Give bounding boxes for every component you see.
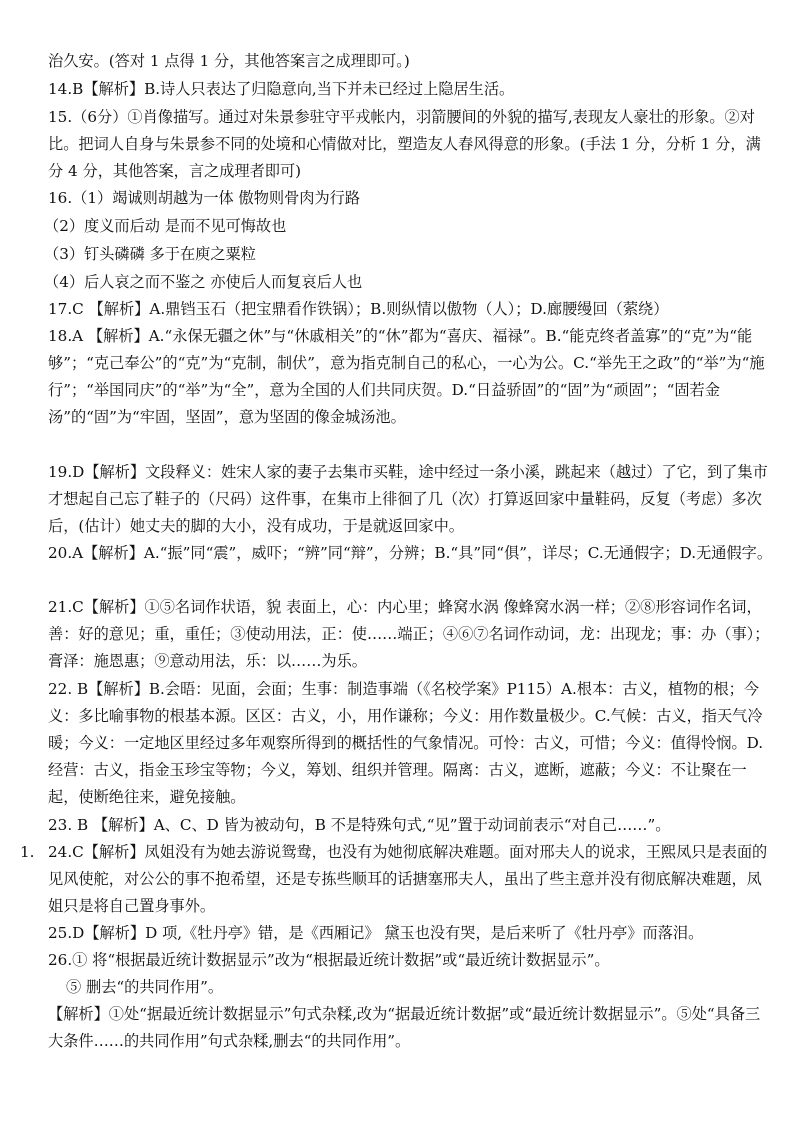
line-continuation: 治久安。(答对 1 点得 1 分，其他答案言之成理即可。) <box>48 52 410 70</box>
answer-26-analysis: 【解析】①处“据最近统计数据显示”句式杂糅,改为“据最近统计数据”或“最近统计数据显示”。⑤处“具备三大条件……的共同作用”句式杂糅,删去“的共同作用”。 <box>48 1005 761 1050</box>
answer-26-1: 26.① 将“根据最近统计数据显示”改为“根据最近统计数据”或“最近统计数据显示”。 <box>48 951 610 969</box>
list-marker: 1. <box>20 843 35 861</box>
answer-23: 23. B 【解析】A、C、D 皆为被动句，B 不是特殊句式,“见”置于动词前表示“对自己……”。 <box>48 816 671 834</box>
answer-25: 25.D【解析】D 项,《牡丹亭》错，是《西厢记》 黛玉也没有哭，是后来听了《牡丹亭》而落泪。 <box>48 924 704 942</box>
answer-16-1: 16.（1）竭诚则胡越为一体 傲物则骨肉为行路 <box>48 189 361 207</box>
answer-18: 18.A 【解析】A.“永保无疆之休”与“休戚相关”的“休”都为“喜庆、福禄”。B.“能克终者盖寡”的“克”为“能够”；“克己奉公”的“克”为“克制，制伏”，意为指克制自己的私心，一心为公。C.“举先王之政”的“举”为“施行”；“举国同庆”的“举”为“全”，意为全国的人们共同庆贺。D.“日益骄固”的“固”为“顽固”；“固若金汤”的“固”为“牢固，坚固”，意为坚固的像金城汤池。 <box>48 327 765 426</box>
answer-20: 20.A【解析】A.“振”同“震”，威吓；“辨”同“辩”，分辨；B.“具”同“俱”，详尽；C.无通假字；D.无通假字。 <box>48 544 773 562</box>
answer-22: 22. B【解析】B.会晤：见面，会面；生事：制造事端（《名校学案》P115）A.根本：古义，植物的根；今义：多比喻事物的根基本源。区区：古义，小，用作谦称；今义：用作数量极少。C.气候：古义，指天气冷暖；今义：一定地区里经过多年观察所得到的概括性的气象情况。可怜：古义，可惜；今义：值得怜悯。D.经营：古义，指金玉珍宝等物；今义，筹划、组织并管理。隔离：古义，遮断，遮蔽；今义：不让聚在一起，使断绝往来，避免接触。 <box>48 680 764 806</box>
answer-24: 24.C【解析】凤姐没有为她去游说鸳鸯，也没有为她彻底解决难题。面对邢夫人的说求，王熙凤只是表面的见风使舵，对公公的事不抱希望，还是专拣些顺耳的话搪塞邢夫人，虽出了些主意并没有彻底解决难题，凤姐只是将自己置身事外。 <box>48 843 768 915</box>
answer-15: 15.（6分）①肖像描写。通过对朱景参驻守平戎帐内，羽箭腰间的外貌的描写,表现友人豪壮的形象。②对比。把词人自身与朱景参不同的处境和心情做对比，塑造友人春风得意的形象。(手法 1 分，分析 1 分，满分 4 分，其他答案，言之成理者即可) <box>48 108 761 180</box>
answer-16-2: （2）度义而后动 是而不见可悔故也 <box>44 217 287 235</box>
answer-14: 14.B【解析】B.诗人只表达了归隐意向,当下并未已经过上隐居生活。 <box>48 80 515 98</box>
answer-17: 17.C 【解析】A.鼎铛玉石（把宝鼎看作铁锅）；B.则纵情以傲物（人）；D.廊腰缦回（萦绕） <box>48 300 669 318</box>
answer-16-3: （3）钉头磷磷 多于在庾之粟粒 <box>44 245 256 263</box>
answer-19: 19.D【解析】文段释义：姓宋人家的妻子去集市买鞋，途中经过一条小溪，跳起来（越过）了它，到了集市才想起自己忘了鞋子的（尺码）这件事，在集市上徘徊了几（次）打算返回家中量鞋码，反复（考虑）多次后，(估计）她丈夫的脚的大小，没有成功，于是就返回家中。 <box>48 463 768 535</box>
answer-21: 21.C【解析】①⑤名词作状语，貌 表面上，心：内心里；蜂窝水涡 像蜂窝水涡一样；②⑧形容词作名词，善：好的意见；重，重任；③使动用法，正：使……端正；④⑥⑦名词作动词，龙：出现龙；事：办（事）；膏泽：施恩惠；⑨意动用法，乐：以……为乐。 <box>48 598 770 670</box>
answer-16-4: （4）后人哀之而不鉴之 亦使后人而复哀后人也 <box>44 273 363 291</box>
answer-26-5: ⑤ 删去“的共同作用”。 <box>66 978 224 996</box>
